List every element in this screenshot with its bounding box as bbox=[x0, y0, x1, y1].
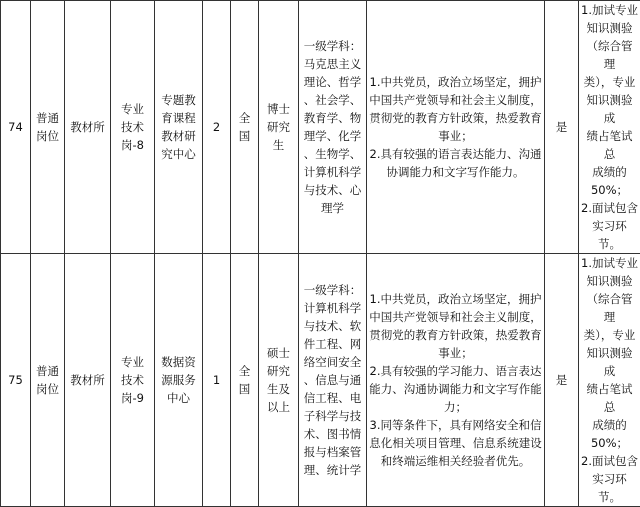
hiring-unit: 教材所 bbox=[65, 1, 111, 254]
row-number: 74 bbox=[1, 1, 31, 254]
headcount: 1 bbox=[203, 254, 231, 507]
recruitment-scope: 全 国 bbox=[231, 1, 259, 254]
department: 数据资 源服务 中心 bbox=[155, 254, 203, 507]
post-type: 普通 岗位 bbox=[31, 254, 65, 507]
education-requirement: 硕士 研究 生及 以上 bbox=[259, 254, 299, 507]
major-requirement: 一级学科： 马克思主义 理论、哲学 、社会学、 教育学、物 理学、化学 、生物学、 计算机科学 与技术、心 理学 bbox=[299, 1, 367, 254]
other-requirements: 1.中共党员，政治立场坚定，拥护中国共产党领导和社会主义制度，贯彻党的教育方针政策，热爱教育事业； 2.具有较强的学习能力、语言表达能力、沟通协调能力和文字写作能力； 3.同等条件下，具有网络安全和信息化相关项目管理、信息系统建设和终端运维相关经验者优先。 bbox=[367, 254, 545, 507]
major-requirement: 一级学科： 计算机科学 与技术、软 件工程、网 络空间安全 、信息与通 信工程、电 子科学与技 术、图书情 报与档案管 理、统计学 bbox=[299, 254, 367, 507]
flag-cell: 是 bbox=[545, 1, 579, 254]
flag-cell: 是 bbox=[545, 254, 579, 507]
hiring-unit: 教材所 bbox=[65, 254, 111, 507]
post-type: 普通 岗位 bbox=[31, 1, 65, 254]
department: 专题教 育课程 教材研 究中心 bbox=[155, 1, 203, 254]
other-requirements: 1.中共党员，政治立场坚定，拥护中国共产党领导和社会主义制度，贯彻党的教育方针政策，热爱教育事业； 2.具有较强的语言表达能力、沟通协调能力和文字写作能力。 bbox=[367, 1, 545, 254]
notes: 1.加试专业 知识测验 （综合管理 类），专业 知识测验成 绩占笔试总 成绩的 50%； 2.面试包含 实习环节。 bbox=[579, 1, 640, 254]
table-row bbox=[1, 254, 640, 507]
table-row bbox=[1, 1, 640, 254]
position-name: 专业 技术 岗-9 bbox=[111, 254, 155, 507]
row-number: 75 bbox=[1, 254, 31, 507]
recruitment-scope: 全 国 bbox=[231, 254, 259, 507]
position-name: 专业 技术 岗-8 bbox=[111, 1, 155, 254]
notes: 1.加试专业 知识测验 （综合管理 类），专业 知识测验成 绩占笔试总 成绩的 50%； 2.面试包含 实习环节。 bbox=[579, 254, 640, 507]
education-requirement: 博士 研究 生 bbox=[259, 1, 299, 254]
headcount: 2 bbox=[203, 1, 231, 254]
